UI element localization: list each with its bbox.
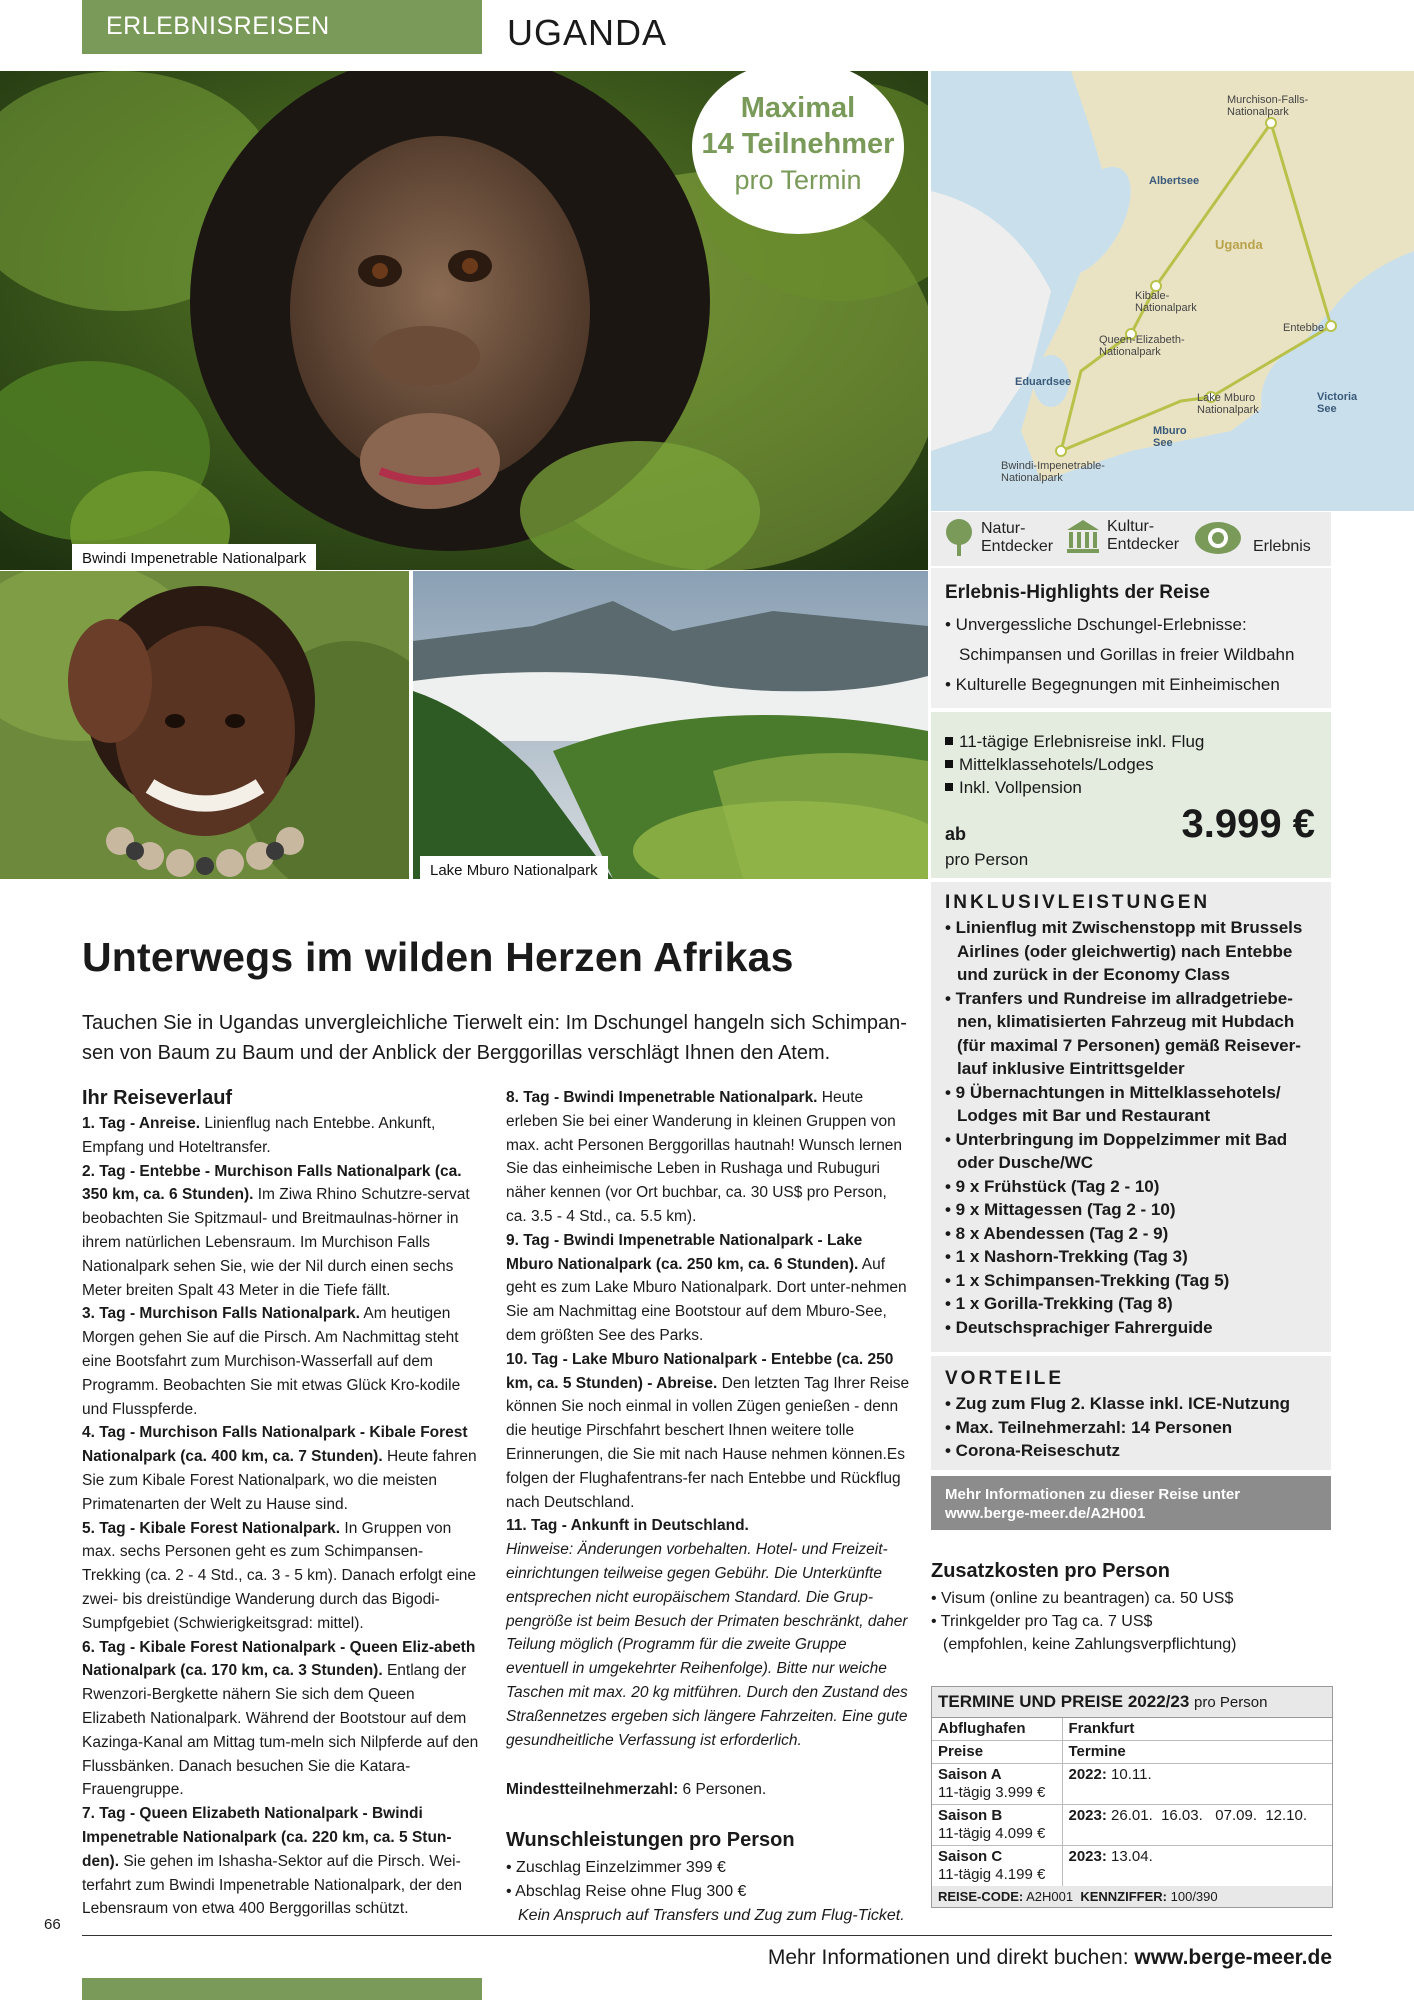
footer-info: Mehr Informationen und direkt buchen: www.berge-meer.de	[767, 1946, 1332, 1969]
participants-badge	[692, 60, 904, 234]
table-row: Saison C 11-tägig 4.199 € 2023: 13.04.	[932, 1846, 1332, 1887]
inclusive-item: • 1 x Gorilla-Trekking (Tag 8)	[945, 1294, 1173, 1313]
extra-costs-title: Zusatzkosten pro Person	[931, 1560, 1170, 1582]
offer-item: Inkl. Vollpension	[945, 776, 1319, 799]
headline: Unterwegs im wilden Herzen Afrikas	[82, 934, 794, 980]
badge-line1: Maximal	[740, 92, 856, 124]
inclusive-box	[931, 882, 1331, 1352]
badge-line2: 14 Teilnehmer	[701, 128, 895, 160]
chimp-caption: Bwindi Impenetrable Nationalpark	[72, 544, 316, 572]
wish-note: Kein Anspruch auf Transfers und Zug zum Flug-Ticket.	[518, 1907, 905, 1925]
table-col2-sub: Termine	[1062, 1741, 1332, 1764]
itinerary-day: 7. Tag - Queen Elizabeth Nationalpark - Bwindi Impenetrable Nationalpark (ca. 220 km, ca. 5 Stun-den). Sie gehen im Ishasha-Sektor auf die Pirsch. Wei-terfahrt zum Bwindi Impenetrable Nationalpark, der den Lebensraum von etwa 400 Berggorillas schützt.	[82, 1805, 462, 1918]
wish-item: • Zuschlag Einzelzimmer 399 €	[506, 1859, 726, 1877]
inclusive-item: • Deutschsprachiger Fahrerguide	[945, 1317, 1213, 1337]
highlights-box	[931, 568, 1331, 708]
natur-entdecker-icon	[943, 518, 975, 558]
highlight-item: • Unvergessliche Dschungel-Erlebnisse:	[945, 615, 1247, 634]
map-label-kibale: Kibale-	[1135, 290, 1170, 302]
route-map	[931, 71, 1414, 511]
price-prefix: ab	[945, 824, 967, 844]
icon-natur-line2: Entdecker	[981, 538, 1054, 555]
more-info-box[interactable]	[931, 1476, 1331, 1530]
more-info-link[interactable]: www.berge-meer.de/A2H001	[945, 1505, 1146, 1522]
map-label-queen-2: Nationalpark	[1099, 346, 1161, 358]
itinerary-day: 1. Tag - Anreise. Linienflug nach Entebbe. Ankunft, Empfang und Hoteltransfer.	[82, 1115, 436, 1156]
advantage-item: • Zug zum Flug 2. Klasse inkl. ICE-Nutzung	[945, 1394, 1291, 1413]
category-label: ERLEBNISREISEN	[106, 12, 330, 40]
map-label-lakemburo-2: Nationalpark	[1197, 404, 1259, 416]
table-col1-sub: Preise	[932, 1741, 1062, 1764]
icon-kultur	[1065, 518, 1179, 554]
icon-kultur-line2: Entdecker	[1107, 536, 1180, 553]
intro-text: Tauchen Sie in Ugandas unvergleichliche Tierwelt ein: Im Dschungel hangeln sich Schimpan-sen von Baum zu Baum und der Anblick der Berggorillas verschlägt Ihnen den Atem.	[82, 1012, 907, 1064]
wish-item: • Abschlag Reise ohne Flug 300 €	[506, 1883, 747, 1901]
category-bar	[82, 0, 482, 54]
inclusive-item: • Linienflug mit Zwischenstopp mit Brussels Airlines (oder gleichwertig) nach Entebbe und zurück in der Economy Class	[945, 918, 1303, 984]
table-row: Saison B 11-tägig 4.099 € 2023: 26.01. 16.03. 07.09. 12.10.	[932, 1805, 1332, 1846]
advantage-item: • Max. Teilnehmerzahl: 14 Personen	[945, 1417, 1233, 1437]
inclusive-item: • Unterbringung im Doppelzimmer mit Bad oder Dusche/WC	[945, 1129, 1288, 1172]
map-label-murchison-2: Nationalpark	[1227, 106, 1289, 118]
itinerary-day: 10. Tag - Lake Mburo Nationalpark - Entebbe (ca. 250 km, ca. 5 Stunden) - Abreise. Den letzten Tag Ihrer Reise können Sie noch einmal in vollen Zügen genießen - denn die heutige Pirschfahrt beschert Ihnen weitere tolle Erinnerungen, die Sie mit nach Hause nehmen können.Es folgen der Flughafentrans-fer nach Entebbe und Rückflug nach Deutschland.	[506, 1350, 910, 1511]
advantage-item: • Corona-Reiseschutz	[945, 1441, 1121, 1460]
table-row: Saison A 11-tägig 3.999 € 2022: 10.11.	[932, 1764, 1332, 1805]
highlight-item: Schimpansen und Gorillas in freier Wildbahn	[959, 645, 1295, 664]
map-label-entebbe: Entebbe	[1283, 322, 1324, 334]
itinerary-day: 8. Tag - Bwindi Impenetrable Nationalpark. Heute erleben Sie bei einer Wanderung in kleinen Gruppen von max. acht Personen Berggorillas hautnah! Wunsch lernen Sie das einheimische Leben in Rushaga und Rubuguri näher kennen (vor Ort buchbar, ca. 30 US$ pro Person, ca. 3.5 - 4 Std., ca. 5.5 km).	[506, 1089, 903, 1225]
footer-bar	[82, 1978, 482, 2000]
inclusive-item: • 9 x Frühstück (Tag 2 - 10)	[945, 1176, 1160, 1196]
badge-line3: pro Termin	[734, 165, 862, 195]
itinerary-title: Ihr Reiseverlauf	[82, 1087, 233, 1109]
landscape-caption: Lake Mburo Nationalpark	[420, 856, 608, 884]
itinerary-day: 11. Tag - Ankunft in Deutschland.	[506, 1517, 749, 1535]
inclusive-item: • Tranfers und Rundreise im allradgetriebe-nen, klimatisierten Fahrzeug mit Hubdach (für maximal 7 Personen) gemäß Reisever-lauf inklusive Eintrittsgelder	[945, 988, 1301, 1078]
map-label-murchison: Murchison-Falls-	[1227, 94, 1309, 106]
highlight-item: • Kulturelle Begegnungen mit Einheimischen	[945, 675, 1280, 694]
country-title: UGANDA	[507, 12, 668, 53]
map-label-eduardsee: Eduardsee	[1015, 376, 1072, 388]
kultur-entdecker-icon	[1065, 518, 1101, 554]
offer-item: 11-tägige Erlebnisreise inkl. Flug	[945, 730, 1319, 753]
itinerary-day: 3. Tag - Murchison Falls Nationalpark. Am heutigen Morgen gehen Sie auf die Pirsch. Am Nachmittag steht eine Bootsfahrt zum Murchison-Wasserfall auf dem Programm. Beobachten Sie mit etwas Glück Kro-kodile und Flusspferde.	[82, 1305, 461, 1418]
footer-url[interactable]: www.berge-meer.de	[1134, 1946, 1332, 1969]
map-label-mburosee-2: See	[1153, 437, 1173, 449]
extra-costs	[931, 1560, 1331, 1656]
advantages-box	[931, 1356, 1331, 1470]
erlebnis-icon	[1193, 518, 1243, 558]
icon-natur-line1: Natur-	[981, 520, 1026, 537]
map-label-victoria-2: See	[1317, 403, 1337, 415]
more-info-text: Mehr Informationen zu dieser Reise unter	[945, 1486, 1241, 1503]
itinerary-column-2	[506, 1086, 911, 1928]
wish-title: Wunschleistungen pro Person	[506, 1829, 795, 1852]
page-number: 66	[44, 1916, 61, 1933]
extra-cost-item: • Visum (online zu beantragen) ca. 50 US$	[931, 1590, 1234, 1607]
itinerary-day: 6. Tag - Kibale Forest Nationalpark - Queen Eliz-abeth Nationalpark (ca. 170 km, ca. 3 Stunden). Entlang der Rwenzori-Bergkette nähern Sie sich dem Queen Elizabeth Nationalpark. Während der Bootstour auf dem Kazinga-Kanal am Mittag tum-meln sich Nilpferde auf den Flussbänken. Danach besuchen Sie die Katara-Frauengruppe.	[82, 1638, 479, 1799]
itinerary-column-1	[82, 1084, 482, 1921]
hints-text: Hinweise: Änderungen vorbehalten. Hotel- und Freizeit-einrichtungen teilweise gegen Gebühr. Die Unterkünfte entsprechen nicht europäischem Standard. Die Grup-pengröße ist beim Besuch der Primaten beschränkt, daher Teilung möglich (Programm für die zweite Gruppe eventuell in umgekehrter Reihenfolge). Bitte nur weiche Taschen mit max. 20 kg mitführen. Durch den Zustand des Straßennetzes ergeben sich längere Fahrzeiten. Eine gute gesundheitliche Verfassung ist erforderlich.	[506, 1541, 908, 1749]
icon-erlebnis-line2: Erlebnis	[1253, 538, 1311, 555]
inclusive-item: • 1 x Nashorn-Trekking (Tag 3)	[945, 1247, 1188, 1266]
min-participants: Mindestteilnehmerzahl: 6 Personen.	[506, 1781, 767, 1799]
itinerary-day: 2. Tag - Entebbe - Murchison Falls Nationalpark (ca. 350 km, ca. 6 Stunden). Im Ziwa Rhino Schutzre-servat beobachten Sie Spitzmaul- und Breitmaulnas-hörner in ihrem natürlichen Lebensraum. Im Murchison Falls Nationalpark sehen Sie, wie der Nil durch einen sechs Meter breiten Spalt 43 Meter in die Tiefe fällt.	[82, 1162, 470, 1299]
icon-erlebnis	[1193, 518, 1311, 558]
travel-type-icons	[931, 512, 1331, 566]
map-label-kibale-2: Nationalpark	[1135, 302, 1197, 314]
icon-kultur-line1: Kultur-	[1107, 518, 1155, 535]
inclusive-item: • 9 x Mittagessen (Tag 2 - 10)	[945, 1200, 1176, 1219]
map-label-albertsee: Albertsee	[1149, 175, 1200, 187]
highlights-title: Erlebnis-Highlights der Reise	[945, 582, 1210, 603]
dates-prices-table	[931, 1686, 1333, 1908]
inclusive-item: • 9 Übernachtungen in Mittelklassehotels/ Lodges mit Bar und Restaurant	[945, 1082, 1281, 1125]
extra-cost-item: (empfohlen, keine Zahlungsverpflichtung)	[943, 1636, 1237, 1653]
map-label-bwindi-2: Nationalpark	[1001, 472, 1063, 484]
itinerary-day: 5. Tag - Kibale Forest Nationalpark. In Gruppen von max. sechs Personen geht es zum Schimpansen-Trekking (ca. 2 - 4 Std., ca. 3 - 5 km). Danach erfolgt eine zwei- bis dreistündige Wanderung durch das Bigodi-Sumpfgebiet (Schwierigkeitsgrad: mittel).	[82, 1519, 476, 1632]
landscape-photo	[413, 571, 928, 879]
map-label-mburosee: Mburo	[1153, 425, 1187, 437]
itinerary-day: 9. Tag - Bwindi Impenetrable Nationalpark - Lake Mburo Nationalpark (ca. 250 km, ca. 6 Stunden). Auf geht es zum Lake Mburo Nationalpark. Dort unter-nehmen Sie am Nachmittag eine Bootstour auf dem Mburo-See, dem größten See des Parks.	[506, 1231, 907, 1344]
map-label-queen: Queen-Elizabeth-	[1099, 334, 1185, 346]
price-per-person: pro Person	[945, 850, 1029, 869]
map-label-uganda: Uganda	[1215, 237, 1263, 252]
table-footer: REISE-CODE: A2H001 KENNZIFFER: 100/390	[932, 1886, 1332, 1907]
offer-item: Mittelklassehotels/Lodges	[945, 753, 1319, 776]
offer-box	[931, 712, 1331, 878]
inclusive-title: INKLUSIVLEISTUNGEN	[945, 892, 1211, 913]
wish-services	[506, 1826, 911, 1928]
table-title: TERMINE UND PREISE 2022/23 pro Person	[932, 1687, 1332, 1718]
map-label-victoria: Victoria	[1317, 391, 1358, 403]
table-col2-header: Frankfurt	[1062, 1718, 1332, 1741]
child-photo	[0, 571, 409, 879]
table-col1-header: Abflughafen	[932, 1718, 1062, 1741]
itinerary-day: 4. Tag - Murchison Falls Nationalpark - Kibale Forest Nationalpark (ca. 400 km, ca. 7 Stunden). Heute fahren Sie zum Kibale Forest Nationalpark, wo die meisten Primatenarten der Welt zu Hause sind.	[82, 1424, 477, 1513]
footer-divider	[82, 1935, 1332, 1936]
icon-natur	[943, 518, 1053, 558]
inclusive-item: • 1 x Schimpansen-Trekking (Tag 5)	[945, 1270, 1230, 1290]
map-label-bwindi: Bwindi-Impenetrable-	[1001, 460, 1105, 472]
map-label-lakemburo: Lake Mburo	[1197, 392, 1256, 404]
inclusive-item: • 8 x Abendessen (Tag 2 - 9)	[945, 1223, 1169, 1243]
price: 3.999 €	[1181, 802, 1315, 846]
advantages-title: VORTEILE	[945, 1368, 1065, 1389]
extra-cost-item: • Trinkgelder pro Tag ca. 7 US$	[931, 1613, 1153, 1630]
